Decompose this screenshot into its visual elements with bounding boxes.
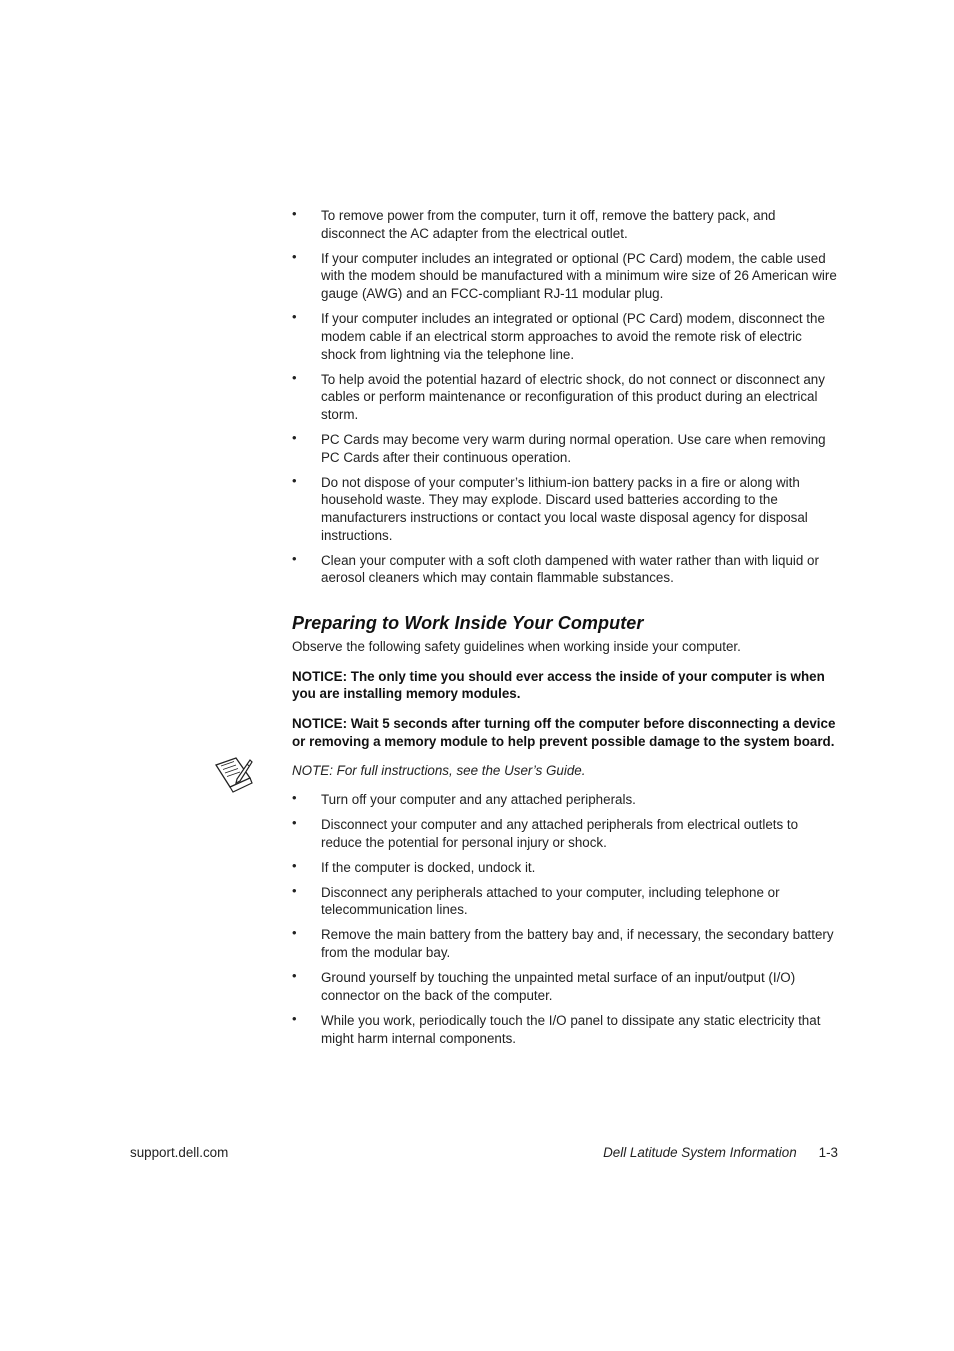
list-item-text: To help avoid the potential hazard of electric shock, do not connect or disconnect any cables or perform maintenance or reconfiguration of this product during an electrical storm. [321, 371, 825, 422]
list-item-text: Turn off your computer and any attached peripherals. [321, 792, 636, 808]
bullet-icon: • [292, 790, 297, 806]
list-item [292, 431, 840, 466]
list-item-text: Ground yourself by touching the unpainted metal surface of an input/output (I/O) connector on the back of the computer. [321, 970, 796, 1003]
bullet-icon: • [292, 815, 297, 831]
list-item [292, 310, 840, 363]
list-item [292, 969, 840, 1004]
bullet-icon: • [292, 968, 297, 984]
list-item-text: If the computer is docked, undock it. [321, 859, 536, 875]
note-text: NOTE: For full instructions, see the User’s Guide. [292, 763, 586, 779]
bullet-icon: • [292, 309, 297, 325]
list-item-text: Disconnect your computer and any attached peripherals from electrical outlets to reduce the potential for personal injury or shock. [321, 817, 799, 850]
list-item-text: If your computer includes an integrated or optional (PC Card) modem, the cable used with the modem should be manufactured with a minimum wire size of 26 American wire gauge (AWG) and an FCC-compliant RJ-11 modular plug. [321, 250, 837, 302]
preparation-bullet-list [292, 791, 840, 1047]
list-item-text: If your computer includes an integrated or optional (PC Card) modem, disconnect the modem cable if an electrical storm approaches to avoid the remote risk of electric shock from lightning via the telephone line. [321, 311, 825, 362]
bullet-icon: • [292, 248, 297, 264]
footer-document-title: Dell Latitude System Information [603, 1145, 797, 1160]
list-item-text: Disconnect any peripherals attached to your computer, including telephone or telecommunication lines. [321, 884, 780, 918]
list-item [292, 791, 840, 809]
bullet-icon: • [292, 1010, 297, 1026]
bullet-icon: • [292, 206, 297, 221]
bullet-icon: • [292, 472, 297, 488]
footer-page-info [603, 1145, 838, 1160]
notice-memory-access: NOTICE: The only time you should ever access the inside of your computer is when you are installing memory modules. [292, 668, 825, 702]
bullet-icon: • [292, 882, 297, 898]
section-intro: Observe the following safety guidelines when working inside your computer. [292, 638, 741, 654]
bullet-icon: • [292, 369, 297, 385]
bullet-icon: • [292, 857, 297, 873]
bullet-icon: • [292, 925, 297, 941]
list-item [292, 859, 840, 877]
list-item [292, 207, 840, 242]
notice-wait-seconds: NOTICE: Wait 5 seconds after turning off the computer before disconnecting a device or removing a memory module to help prevent possible damage to the system board. [292, 715, 836, 749]
list-item-text: Remove the main battery from the battery bay and, if necessary, the secondary battery from the modular bay. [321, 927, 834, 961]
section-heading: Preparing to Work Inside Your Computer [292, 613, 644, 634]
list-item [292, 1012, 840, 1047]
bullet-icon: • [292, 550, 297, 566]
list-item [292, 926, 840, 961]
list-item-text: While you work, periodically touch the I/O panel to dissipate any static electricity that might harm internal components. [321, 1012, 821, 1046]
list-item [292, 884, 840, 919]
safety-bullet-list [292, 207, 840, 587]
list-item-text: To remove power from the computer, turn it off, remove the battery pack, and disconnect the AC adapter from the electrical outlet. [321, 208, 776, 241]
list-item-text: PC Cards may become very warm during normal operation. Use care when removing PC Cards after their continuous operation. [321, 431, 826, 465]
note-pencil-icon [214, 756, 254, 794]
page-content [292, 207, 840, 1055]
footer-website: support.dell.com [130, 1145, 229, 1160]
page-number: 1-3 [818, 1145, 838, 1160]
list-item [292, 250, 840, 303]
list-item [292, 816, 840, 851]
list-item-text: Do not dispose of your computer’s lithium-ion battery packs in a fire or along with household waste. They may explode. Discard used batteries according to the manufacturers instructions or contact you local waste disposal agency for disposal instructions. [321, 474, 808, 543]
list-item [292, 474, 840, 545]
list-item [292, 371, 840, 424]
note-block [292, 762, 840, 780]
list-item-text: Clean your computer with a soft cloth dampened with water rather than with liquid or aerosol cleaners which may contain flammable substances. [321, 552, 819, 586]
list-item [292, 552, 840, 587]
bullet-icon: • [292, 429, 297, 445]
